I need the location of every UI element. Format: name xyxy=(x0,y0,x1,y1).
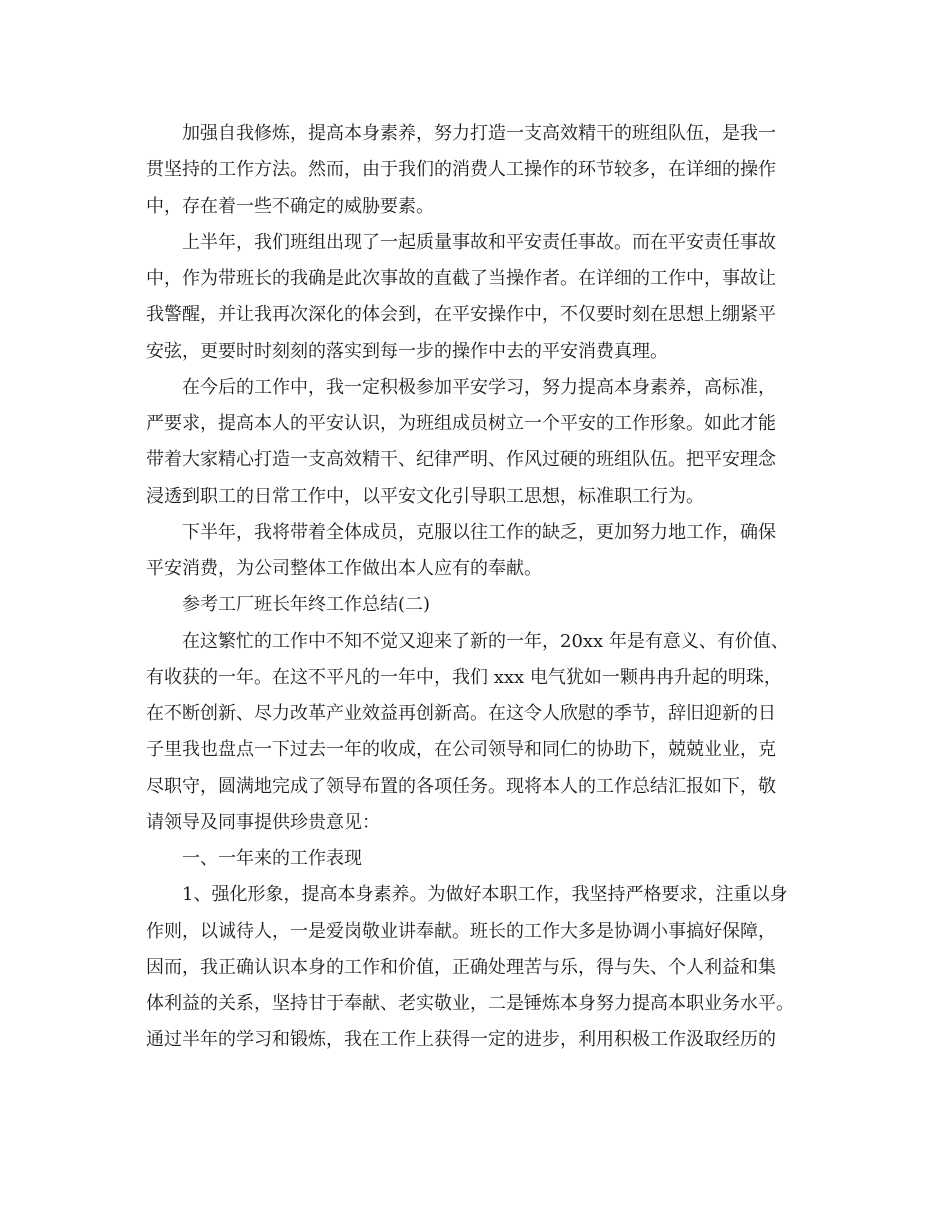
text-line: 中，存在着一些不确定的威胁要素。 xyxy=(146,195,434,217)
text-line: 浸透到职工的日常工作中，以平安文化引导职工思想，标准职工行为。 xyxy=(146,485,704,507)
text-line: 参考工厂班长年终工作总结(二) xyxy=(182,594,431,616)
text-line: 体利益的关系，坚持甘于奉献、老实敬业，二是锤炼本身努力提高本职业务水平。 xyxy=(146,993,794,1014)
text-line: 上半年，我们班组出现了一起质量事故和平安责任事故。而在平安责任事故 xyxy=(182,231,776,253)
text-line: 在这繁忙的工作中不知不觉又迎来了新的一年，20xx 年是有意义、有价值、 xyxy=(182,630,789,652)
text-line: 贯坚持的工作方法。然而，由于我们的消费人工操作的环节较多，在详细的操作 xyxy=(146,159,776,181)
text-line: 平安消费，为公司整体工作做出本人应有的奉献。 xyxy=(146,558,542,579)
document-body xyxy=(146,116,806,1059)
text-line: 在不断创新、尽力改革产业效益再创新高。在这令人欣慰的季节，辞旧迎新的日 xyxy=(146,703,776,724)
text-line: 作则，以诚待人，一是爱岗敬业讲奉献。班长的工作大多是协调小事搞好保障， xyxy=(146,920,776,942)
text-line: 带着大家精心打造一支高效精干、纪律严明、作风过硬的班组队伍。把平安理念 xyxy=(146,449,776,471)
text-line: 我警醒，并让我再次深化的体会到，在平安操作中，不仅要时刻在思想上绷紧平 xyxy=(146,304,776,326)
text-line: 子里我也盘点一下过去一年的收成，在公司领导和同仁的协助下，兢兢业业，克 xyxy=(146,739,776,761)
text-line: 加强自我修炼，提高本身素养，努力打造一支高效精干的班组队伍，是我一 xyxy=(182,123,776,144)
text-line: 在今后的工作中，我一定积极参加平安学习，努力提高本身素养，高标准， xyxy=(182,376,776,398)
text-line: 通过半年的学习和锻炼，我在工作上获得一定的进步，利用积极工作汲取经历的 xyxy=(146,1029,776,1051)
text-line: 有收获的一年。在这不平凡的一年中，我们 xxx 电气犹如一颗冉冉升起的明珠， xyxy=(146,666,782,688)
text-line: 严要求，提高本人的平安认识，为班组成员树立一个平安的工作形象。如此才能 xyxy=(146,413,776,434)
text-line: 一、一年来的工作表现 xyxy=(182,848,362,869)
text-line: 1、强化形象，提高本身素养。为做好本职工作，我坚持严格要求，注重以身 xyxy=(182,884,788,906)
text-line: 下半年，我将带着全体成员，克服以往工作的缺乏，更加努力地工作，确保 xyxy=(182,521,776,543)
text-line: 请领导及同事提供珍贵意见： xyxy=(146,811,380,833)
text-line: 安弦，更要时时刻刻的落实到每一步的操作中去的平安消费真理。 xyxy=(146,340,668,362)
text-line: 尽职守，圆满地完成了领导布置的各项任务。现将本人的工作总结汇报如下，敬 xyxy=(146,775,776,797)
text-line: 因而，我正确认识本身的工作和价值，正确处理苦与乐，得与失、个人利益和集 xyxy=(146,956,776,978)
text-line: 中，作为带班长的我确是此次事故的直截了当操作者。在详细的工作中，事故让 xyxy=(146,268,776,289)
